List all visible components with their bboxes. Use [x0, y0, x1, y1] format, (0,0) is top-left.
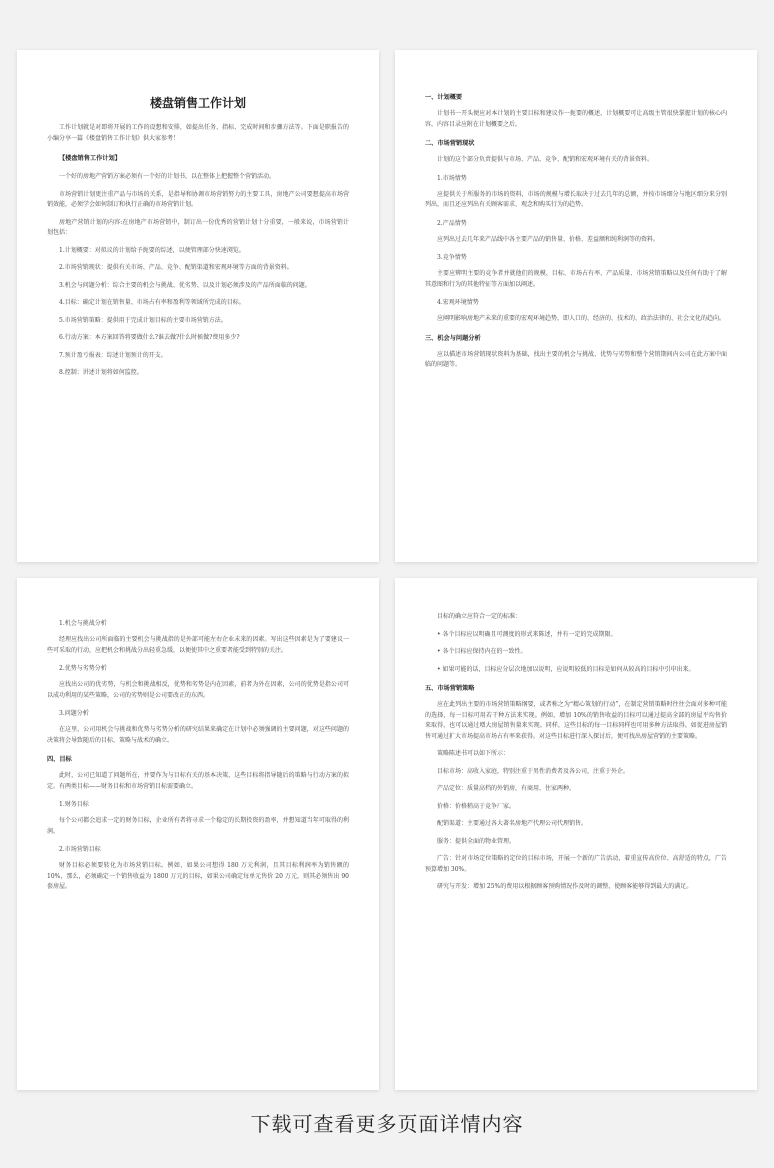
paragraph: 广告：针对市场定位策略的定位的目标市场，开展一个新的广告活动，着重宣传高价位、高舒适的特点，广告预算增加 30%。 [425, 855, 727, 873]
download-more-caption[interactable]: 下载可查看更多页面详情内容 [250, 1112, 524, 1136]
paragraph: 每个公司都会追求一定的财务目标，企业所有者将寻求一个稳定的长期投资的盈率，并想知道当年可取得的利润。 [47, 817, 349, 835]
bullet-item: • 各个目标应保持内在的一致性。 [437, 648, 527, 655]
paragraph: 4.目标：确定计划在销售量、市场占有率和盈利等领域所完成的目标。 [59, 299, 245, 306]
paragraph: 一个好的房地产营销方案必须有一个好的计划书，以在整体上把握整个营销活动。 [59, 173, 276, 180]
sub-heading: 1.机会与挑战分析 [59, 620, 107, 627]
paragraph: 计划书一开头便应对本计划的主要目标和建议作一扼要的概述，计划概要可让高级主管很快掌握计划的核心内容，内容目录应附在计划概要之后。 [425, 110, 727, 128]
paragraph: 研究与开发：增加 25%的费用以根据顾客预购情况作及时的调整，使顾客能够得到最大的满足。 [437, 883, 693, 890]
page-body [47, 123, 349, 379]
paragraph: 策略陈述书可以如下所示： [437, 750, 510, 757]
section-heading: 三、机会与问题分析 [425, 334, 481, 342]
paragraph: 1.计划概要：对拟议的计划给予扼要的综述，以便管理部分快速浏览。 [59, 246, 245, 254]
paragraph: 此时，公司已知道了问题所在，并要作为与目标有关的基本决策，这些目标将指导随后的策略与行动方案的拟定。有两类目标——财务目标和市场营销目标需要确立。 [47, 772, 349, 790]
paragraph: 产品定位：质量高档的外销房，有商用、住家两种。 [437, 785, 576, 792]
bullet-item: • 如果可能的话，目标应分层次地加以说明，应说明较低的目标是如何从较高的目标中引申出来。 [437, 665, 695, 673]
sub-heading: 3.竞争情势 [437, 254, 467, 261]
paragraph: 服务：提供全面的物业管理。 [437, 837, 516, 845]
document-page-1 [17, 50, 379, 562]
paragraph: 7.预计盈亏报表：综述计划预计的开支。 [59, 351, 167, 359]
page-body [425, 92, 727, 371]
document-page-3 [17, 578, 379, 1090]
paragraph: 应在此列出主要的市场营销策略纲要，或者称之为“精心策划的行动”，在制定营销策略时往往会面对多种可能的选择，每一目标可用若干种方法来实现。例如，增加 10%的销售收益的目标可以通过提高全部的房屋平均售价来取得，也可以通过增大房屋销售量来实现。同样，这些目标的每一目标同样也可用多种方法取得。如促进房屋销售可通过扩大市场提高市场占有率来获得。对这些目标进行深入探讨后，便可找出房屋营销的主要策略。 [425, 701, 727, 740]
paragraph: 房地产营销计划的内容:在房地产市场营销中，制订出一份优秀的营销计划十分重要，一般来说，市场营销计划包括： [47, 218, 349, 236]
paragraph: 计划的这个部分负责提供与市场、产品、竞争、配销和宏观环境有关的背景资料。 [437, 156, 654, 163]
paragraph: 配销渠道：主要通过各大著名房地产代理公司代理销售。 [437, 820, 588, 827]
paragraph: 市场营销计划更注重产品与市场的关系，是指导和协调市场营销努力的主要工具，房地产公司要想提高市场营销效能，必须学会如何制订和执行正确的市场营销计划。 [47, 190, 349, 208]
paragraph: 工作计划就是对即将开展的工作的设想和安排，如提出任务、指标、完成时间和步骤方法等。下面是职报告的小编分享一篇《楼盘销售工作计划》供大家参考！ [47, 124, 349, 142]
sub-heading: 2.优势与劣势分析 [59, 665, 107, 672]
document-title: 楼盘销售工作计划 [149, 96, 246, 110]
paragraph: 财务目标必须要转化为市场营销目标。例如，如果公司想得 180 万元利润，且其目标利润率为销售额的 10%，那么，必须确定一个销售收益为 1800 万元的目标，如果公司确定每单元售价 20 万元，则其必须售出 90 套房屋。 [47, 862, 349, 890]
section-heading: 四、目标 [47, 756, 72, 763]
document-page-4 [395, 578, 757, 1090]
paragraph: 目标市场：高收入家庭，特别注重于男性消费者及各公司，注重于外企。 [437, 767, 630, 775]
sub-heading: 1.财务目标 [59, 801, 89, 808]
bullet-item: • 各个目标应以明确且可测度的形式来陈述，并有一定的完成期限。 [437, 630, 617, 638]
paragraph: 应列出过去几年来产品线中各主要产品的销售量、价格、差益额和纯利润等的资料。 [437, 235, 660, 243]
paragraph: 5.市场营销策略：提供用于完成计划目标的主要市场营销方法。 [59, 316, 227, 324]
sub-heading: 2.产品情势 [437, 219, 467, 227]
paragraph: 主要应辨明主要的竞争者并就他们的规模、目标、市场占有率、产品质量、市场营销策略以及任何有助于了解其意图和行为的其他特征等方面加以阐述。 [425, 270, 727, 288]
page-body [425, 612, 727, 893]
section-heading: 一、计划概要 [425, 94, 463, 101]
paragraph: 应提供关于所服务的市场的资料，市场的规模与增长取决于过去几年的总额，并按市场细分与地区细分来分别列出，而且还应列出有关顾客需求、观念和购买行为的趋势。 [425, 190, 727, 208]
sub-heading: 4.宏观环境情势 [437, 299, 479, 306]
sub-heading: 3.问题分析 [59, 710, 89, 717]
paragraph: 经理应找出公司所面临的主要机会与挑战指的是外部可能左右企业未来的因素。写出这些因素是为了要建议一些可采取的行动，应把机会和挑战分出轻重急缓，以便使其中之重要者能受到特别的关注。 [47, 636, 349, 654]
paragraph: 2.市场营销现状：提供有关市场、产品、竞争、配销渠道和宏观环境等方面的背景资料。 [59, 264, 293, 271]
paragraph: 应以描述市场营销现状资料为基础，找出主要的机会与挑战、优势与劣势和整个营销期间内公司在此方案中面临的问题等。 [425, 350, 727, 368]
sub-heading: 2.市场营销目标 [59, 846, 101, 853]
paragraph: 3.机会与问题分析：综合主要的机会与挑战、优劣势、以及计划必须涉及的产品所面临的问题。 [59, 281, 311, 289]
paragraph: 应阐明影响房地产未来的重要的宏观环境趋势，即人口的、经济的、技术的、政治法律的、社会文化的趋向。 [437, 315, 726, 322]
document-page-2 [395, 50, 757, 562]
sub-heading: 1.市场情势 [437, 174, 467, 182]
paragraph: 8.控制：讲述计划将如何监控。 [59, 369, 143, 376]
section-heading: 二、市场营销现状 [425, 140, 475, 147]
paragraph: 目标的确立应符合一定的标准： [437, 613, 522, 620]
section-heading: 五、市场营销策略 [425, 685, 475, 692]
bracket-heading: 【楼盘销售工作计划】 [59, 155, 121, 162]
paragraph: 应找出公司的优劣势，与机会和挑战相反，优势和劣势是内在因素，前者为外在因素，公司的优势是指公司可以成功利用的某些策略，公司的劣势则是公司要改正的东西。 [47, 681, 349, 699]
paragraph: 价格：价格稍高于竞争厂家。 [437, 802, 516, 810]
paragraph: 6.行动方案：本方案回答将要做什么?谁去做?什么时候做?费用多少? [59, 334, 240, 341]
page-body [47, 618, 349, 893]
paragraph: 在这里，公司用机会与挑战和优势与劣势分析的研究结果来确定在计划中必须强调的主要问题，对这些问题的决策将会导致随后的目标，策略与战术的确立。 [47, 726, 349, 744]
